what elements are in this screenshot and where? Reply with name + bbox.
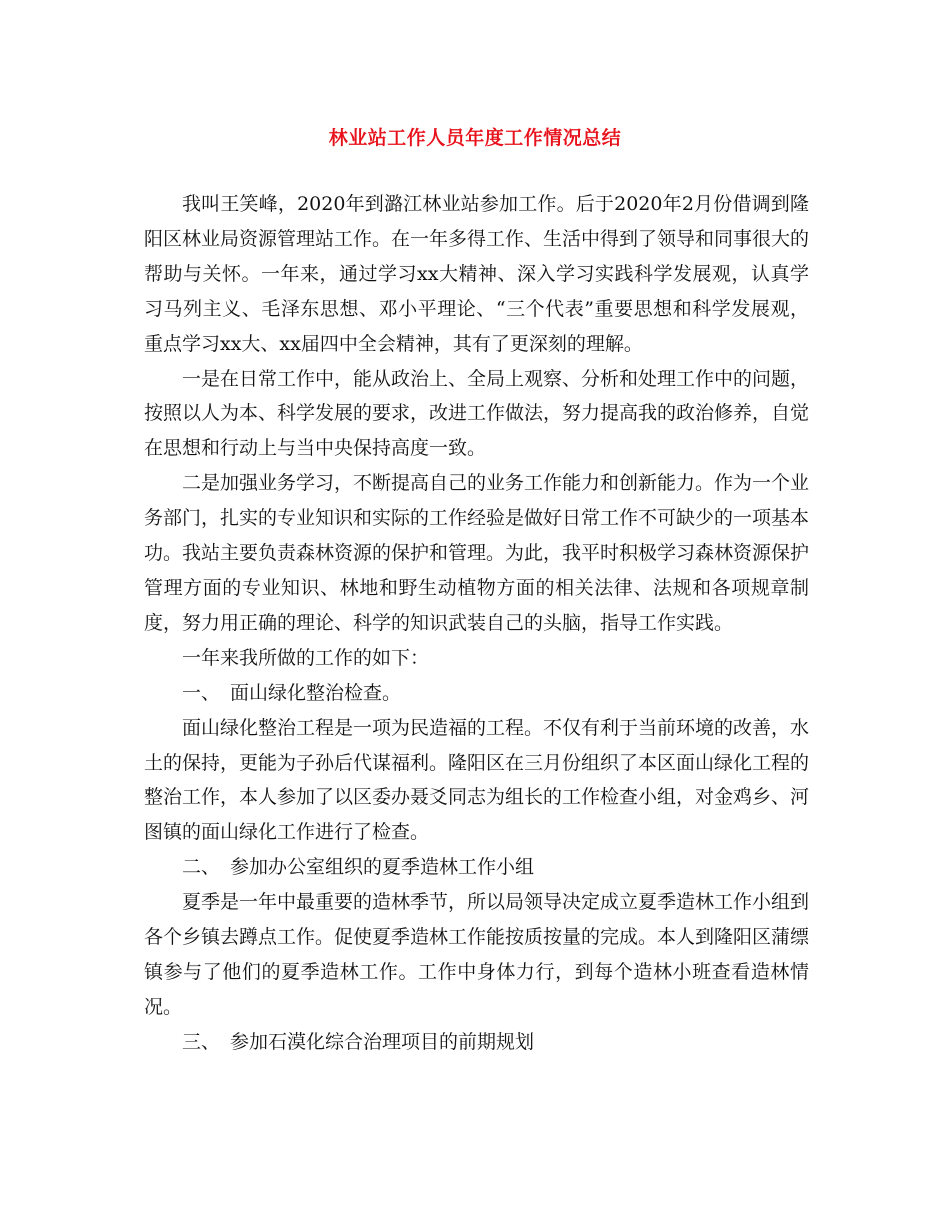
section-heading-1 <box>144 676 809 711</box>
paragraph-political: 一是在日常工作中，能从政治上、全局上观察、分析和处理工作中的问题，按照以人为本、科学发展的要求，改进工作做法，努力提高我的政治修养，自觉在思想和行动上与当中央保持高度一致。 <box>144 367 810 460</box>
paragraph-intro: 我叫王笑峰，2020年到潞江林业站参加工作。后于2020年2月份借调到隆阳区林业局资源管理站工作。在一年多得工作、生活中得到了领导和同事很大的帮助与关怀。一年来，通过学习xx大精神、深入学习实践科学发展观，认真学习马列主义、毛泽东思想、邓小平理论、“三个代表”重要思想和科学发展观，重点学习xx大、xx届四中全会精神，其有了更深刻的理解。 <box>144 193 810 355</box>
section-number-1: 一、 <box>182 681 221 704</box>
document-title: 林业站工作人员年度工作情况总结 <box>328 127 622 149</box>
section-number-3: 三、 <box>182 1030 221 1053</box>
section-text-1: 面山绿化整治工程是一项为民造福的工程。不仅有利于当前环境的改善，水土的保持，更能为子孙后代谋福利。隆阳区在三月份组织了本区面山绿化工程的整治工作，本人参加了以区委办聂爻同志为组长的工作检查小组，对金鸡乡、河图镇的面山绿化工作进行了检查。 <box>144 716 810 844</box>
section-title-3: 参加石漠化综合治理项目的前期规划 <box>230 1030 535 1053</box>
section-heading-2 <box>144 850 809 885</box>
section-heading-3 <box>144 1025 809 1060</box>
document-body <box>144 187 809 1060</box>
section-text-2: 夏季是一年中最重要的造林季节，所以局领导决定成立夏季造林工作小组到各个乡镇去蹲点工作。促使夏季造林工作能按质按量的完成。本人到隆阳区蒲缥镇参与了他们的夏季造林工作。工作中身体力行，到每个造林小班查看造林情况。 <box>144 891 810 1018</box>
section-title-1: 面山绿化整治检查。 <box>230 681 402 704</box>
paragraph-work-intro: 一年来我所做的工作的如下： <box>182 646 430 669</box>
paragraph-study: 二是加强业务学习，不断提高自己的业务工作能力和创新能力。作为一个业务部门，扎实的专业知识和实际的工作经验是做好日常工作不可缺少的一项基本功。我站主要负责森林资源的保护和管理。为此，我平时积极学习森林资源保护管理方面的专业知识、林地和野生动植物方面的相关法律、法规和各项规章制度，努力用正确的理论、科学的知识武装自己的头脑，指导工作实践。 <box>144 472 810 634</box>
section-title-2: 参加办公室组织的夏季造林工作小组 <box>230 856 535 879</box>
section-number-2: 二、 <box>182 856 221 879</box>
